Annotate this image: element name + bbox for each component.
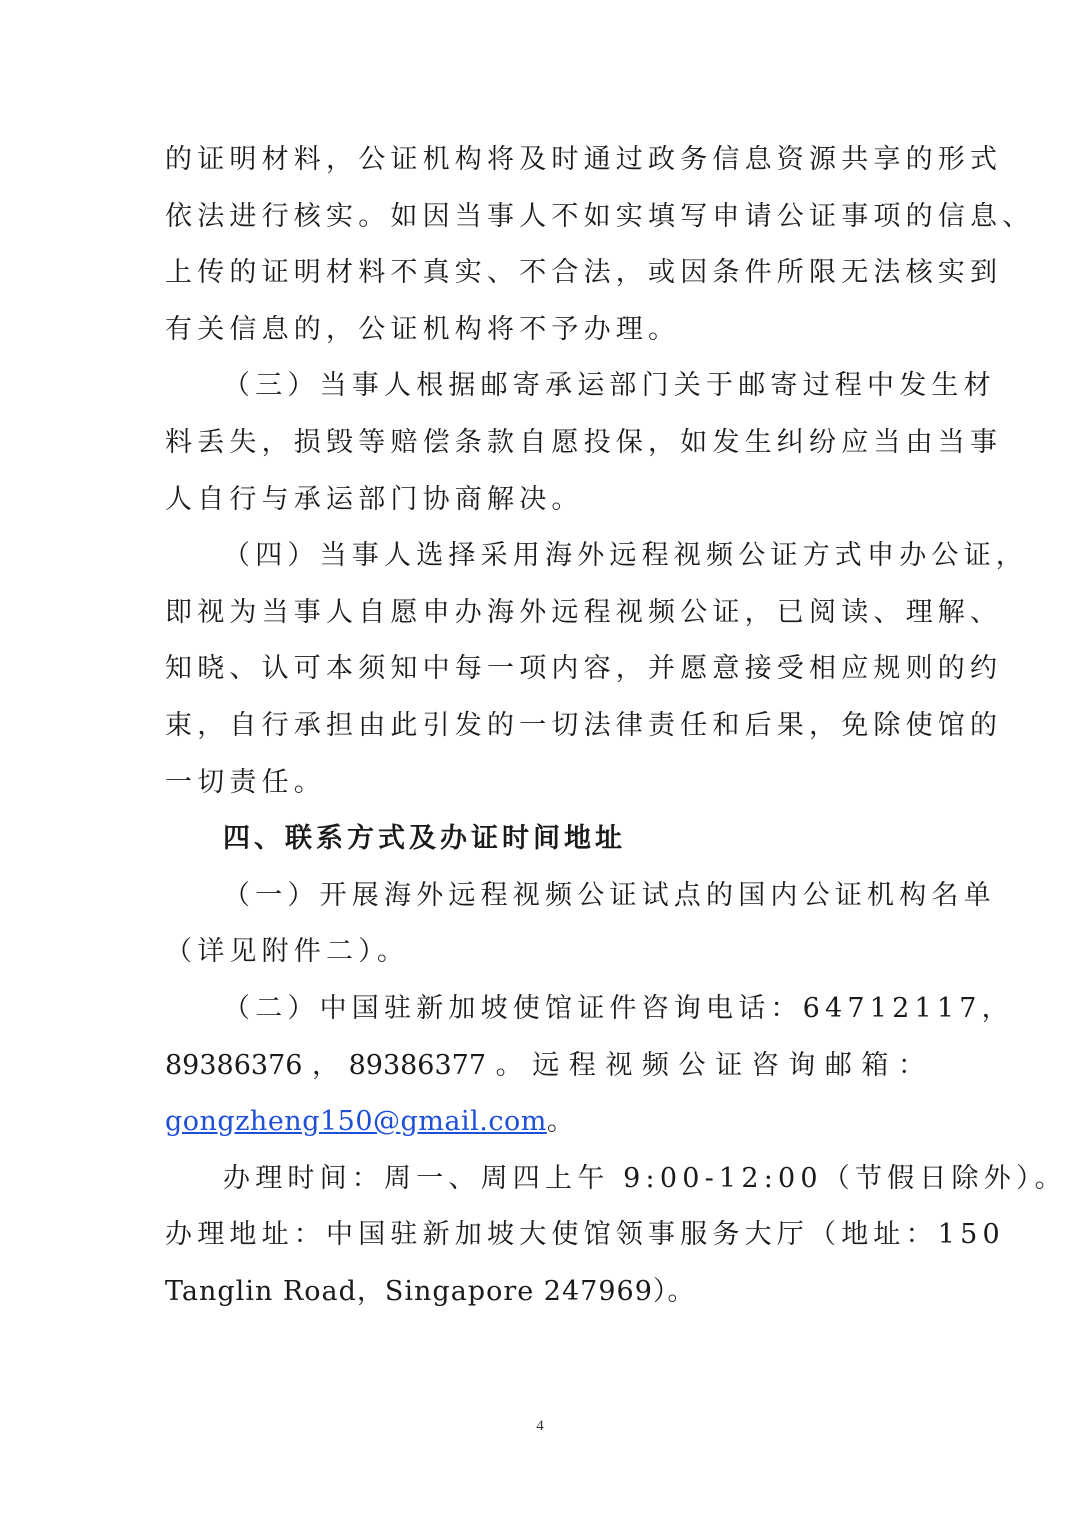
paragraph-line: （三）当事人根据邮寄承运部门关于邮寄过程中发生材: [223, 370, 996, 402]
punctuation: 。: [495, 1049, 523, 1081]
punctuation: ，: [312, 1049, 340, 1081]
paragraph-line: 人自行与承运部门协商解决。: [165, 483, 584, 515]
paragraph-line: （二）中国驻新加坡使馆证件咨询电话：64712117，: [223, 992, 1014, 1024]
paragraph-line: 料丢失，损毁等赔偿条款自愿投保，如发生纠纷应当由当事: [165, 426, 1003, 458]
section-heading: 四、联系方式及办证时间地址: [223, 823, 626, 855]
char: 视: [605, 1049, 633, 1081]
phone-number: 89386377: [348, 1049, 487, 1081]
paragraph-line: （一）开展海外远程视频公证试点的国内公证机构名单: [223, 879, 996, 911]
punctuation: ：: [897, 1049, 925, 1081]
paragraph-line: 上传的证明材料不真实、不合法，或因条件所限无法核实到: [165, 257, 1003, 289]
paragraph-line: 办理地址：中国驻新加坡大使馆领事服务大厅（地址：150: [165, 1219, 1005, 1251]
page-body: [165, 132, 1067, 1320]
char: 远: [532, 1049, 560, 1081]
page-number: 4: [536, 1418, 544, 1434]
paragraph-line: 办理时间：周一、周四上午 9:00-12:00（节假日除外）。: [223, 1162, 1067, 1194]
phone-number: 89386376: [165, 1049, 303, 1081]
paragraph-line: 有关信息的，公证机构将不予办理。: [165, 313, 681, 345]
justified-line: [165, 1038, 925, 1095]
char: 咨: [751, 1049, 779, 1081]
char: 频: [641, 1049, 669, 1081]
char: 公: [678, 1049, 706, 1081]
char: 证: [715, 1049, 743, 1081]
paragraph-line: 一切责任。: [165, 766, 326, 798]
paragraph-line: 依法进行核实。如因当事人不如实填写申请公证事项的信息、: [165, 200, 1035, 232]
char: 程: [568, 1049, 596, 1081]
paragraph-line: 知晓、认可本须知中每一项内容，并愿意接受相应规则的约: [165, 653, 1003, 685]
paragraph-line: （四）当事人选择采用海外远程视频公证方式申办公证，: [223, 540, 1028, 572]
char: 箱: [861, 1049, 889, 1081]
paragraph-line: Tanglin Road，Singapore 247969）。: [165, 1275, 696, 1307]
email-link[interactable]: gongzheng150@gmail.com: [165, 1106, 547, 1138]
char: 邮: [824, 1049, 852, 1081]
paragraph-line: （详见附件二）。: [165, 936, 410, 968]
paragraph-line: 即视为当事人自愿申办海外远程视频公证，已阅读、理解、: [165, 596, 1003, 628]
email-line: [165, 1094, 925, 1151]
paragraph-line: 束，自行承担由此引发的一切法律责任和后果，免除使馆的: [165, 709, 1003, 741]
paragraph-line: 的证明材料，公证机构将及时通过政务信息资源共享的形式: [165, 144, 1003, 175]
punctuation: 。: [546, 1106, 580, 1138]
char: 询: [788, 1049, 816, 1081]
